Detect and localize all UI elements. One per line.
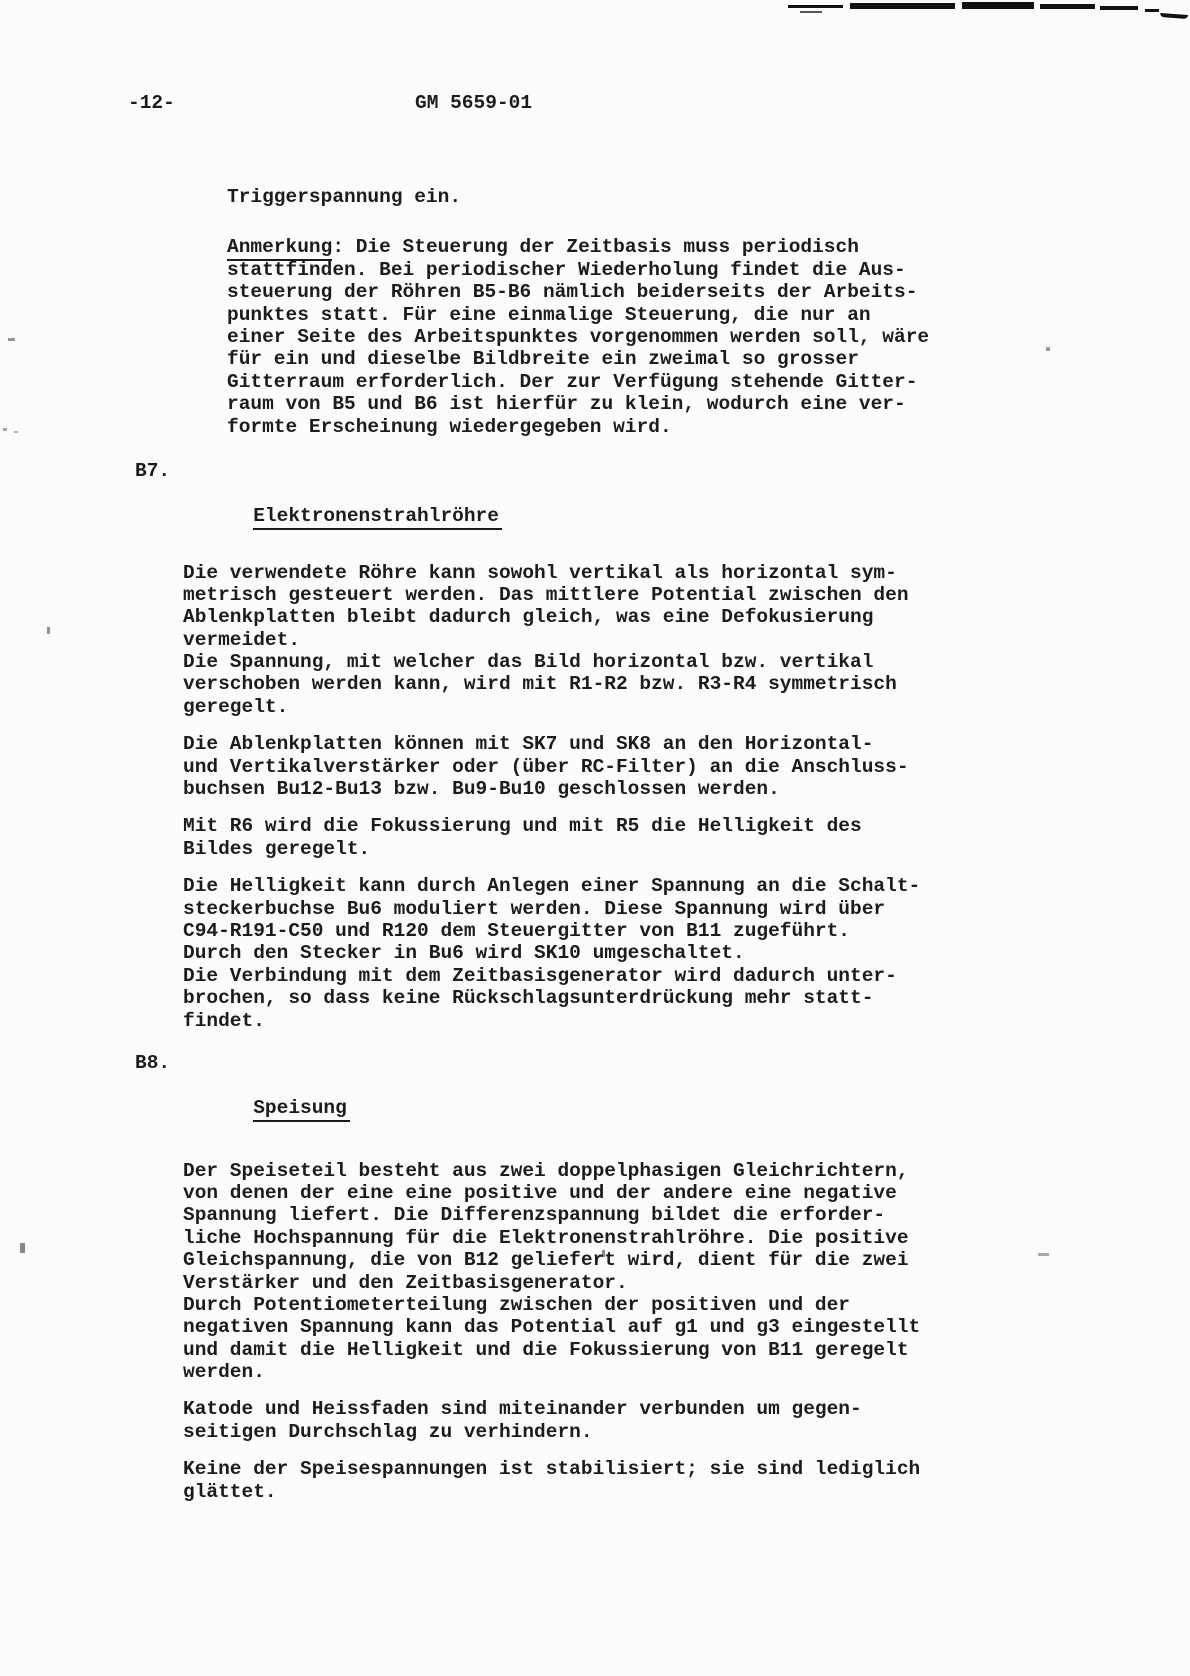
text-line: verschoben werden kann, wird mit R1-R2 bzw. R3-R4 symmetrisch [183,673,897,696]
text-line: Durch Potentiometerteilung zwischen der positiven und der [183,1293,851,1316]
text-line: stattfinden. Bei periodischer Wiederholung findet die Aus- [227,258,906,281]
text-line: brochen, so dass keine Rückschlagsunterdrückung mehr statt- [183,987,874,1010]
text-line: steuerung der Röhren B5-B6 nämlich beiderseits der Arbeits- [227,281,918,304]
scan-artifact [1040,4,1095,9]
text-line: Die Ablenkplatten können mit SK7 und SK8 an den Horizontal- [183,733,874,756]
scan-artifact [1145,9,1159,12]
anmerkung-lines [227,259,1163,438]
text-line: werden. [183,1361,265,1384]
text-line: geregelt. [183,695,289,718]
text-line [227,236,1163,258]
ink-speck [14,431,18,433]
text-line: und Vertikalverstärker oder (über RC-Filter) an die Anschluss- [183,755,909,778]
section-number: B8. [135,1051,171,1074]
text-line: Der Speiseteil besteht aus zwei doppelphasigen Gleichrichtern, [183,1159,909,1182]
text-line: Verstärker und den Zeitbasisgenerator. [183,1271,628,1294]
paragraph [183,815,1163,860]
scan-artifact [962,2,1034,9]
section-heading-b7 [135,459,1163,553]
paragraph [183,875,1163,1032]
text-line: formte Erscheinung wiedergegeben wird. [227,415,672,438]
scan-artifact [850,3,955,9]
text-line: Die verwendete Röhre kann sowohl vertikal als horizontal sym- [183,561,897,584]
ink-speck [20,1243,25,1253]
text-line: vermeidet. [183,628,301,651]
ink-speck [3,428,7,431]
text-line: Spannung liefert. Die Differenzspannung bildet die erforder- [183,1204,886,1227]
text-line: negativen Spannung kann das Potential auf g1 und g3 eingestellt [183,1316,921,1339]
text-line: Ablenkplatten bleibt dadurch gleich, was eine Defokusierung [183,606,874,629]
text-line: einer Seite des Arbeitspunktes vorgenommen werden soll, wäre [227,325,930,348]
text-line: findet. [183,1009,265,1032]
anmerkung-block [227,236,1163,438]
text-line: Durch den Stecker in Bu6 wird SK10 umgeschaltet. [183,942,745,965]
section-title: Speisung [253,1097,350,1122]
section-title: Elektronenstrahlröhre [253,505,502,530]
text-line: metrisch gesteuert werden. Das mittlere Potential zwischen den [183,583,909,606]
document-number: GM 5659-01 [415,92,533,114]
text-line: Die Spannung, mit welcher das Bild horizontal bzw. vertikal [183,651,874,674]
page-number: -12- [128,92,175,114]
text-line: Mit R6 wird die Fokussierung und mit R5 die Helligkeit des [183,815,862,838]
text-line: buchsen Bu12-Bu13 bzw. Bu9-Bu10 geschlossen werden. [183,778,780,801]
text-line: Katode und Heissfaden sind miteinander verbunden um gegen- [183,1398,862,1421]
text-line: Keine der Speisespannungen ist stabilisiert; sie sind lediglich [183,1458,921,1481]
text-line: steckerbuchse Bu6 moduliert werden. Diese Spannung wird über [183,897,886,920]
section-heading-b8 [135,1051,1163,1145]
text-line: seitigen Durchschlag zu verhindern. [183,1420,593,1443]
anmerkung-first-line-rest: : Die Steuerung der Zeitbasis muss periodisch [332,236,859,259]
text-line: Die Verbindung mit dem Zeitbasisgenerator wird dadurch unter- [183,964,897,987]
scan-artifact [1100,6,1138,10]
scan-artifact [1160,13,1188,19]
text-line: liche Hochspannung für die Elektronenstrahlröhre. Die positive [183,1226,909,1249]
intro-line: Triggerspannung ein. [227,186,462,208]
text-line: raum von B5 und B6 ist hierfür zu klein, wodurch eine ver- [227,393,906,416]
ink-speck [8,338,15,341]
text-line: und damit die Helligkeit und die Fokussierung von B11 geregelt [183,1338,909,1361]
paragraph [183,1458,1163,1503]
scan-artifact [800,11,822,13]
text-line: Bildes geregelt. [183,837,371,860]
paragraph [183,1160,1163,1384]
text-line: Gleichspannung, die von B12 geliefert wird, dient für die zwei [183,1249,909,1272]
text-line: von denen der eine eine positive und der andere eine negative [183,1181,897,1204]
text-line: Gitterraum erforderlich. Der zur Verfügung stehende Gitter- [227,370,918,393]
text-line: für ein und dieselbe Bildbreite ein zweimal so grosser [227,348,859,371]
anmerkung-label: Anmerkung [227,236,332,261]
document-body [135,186,1163,1503]
section-number: B7. [135,459,171,482]
paragraph [183,733,1163,800]
text-line: glättet. [183,1480,277,1503]
ink-speck [47,627,50,634]
text-line: punktes statt. Für eine einmalige Steuerung, die nur an [227,303,871,326]
text-line: Die Helligkeit kann durch Anlegen einer Spannung an die Schalt- [183,875,921,898]
text-line: C94-R191-C50 und R120 dem Steuergitter von B11 zugeführt. [183,920,851,942]
scan-artifact [788,5,843,8]
paragraph [183,562,1163,719]
paragraph [183,1398,1163,1443]
